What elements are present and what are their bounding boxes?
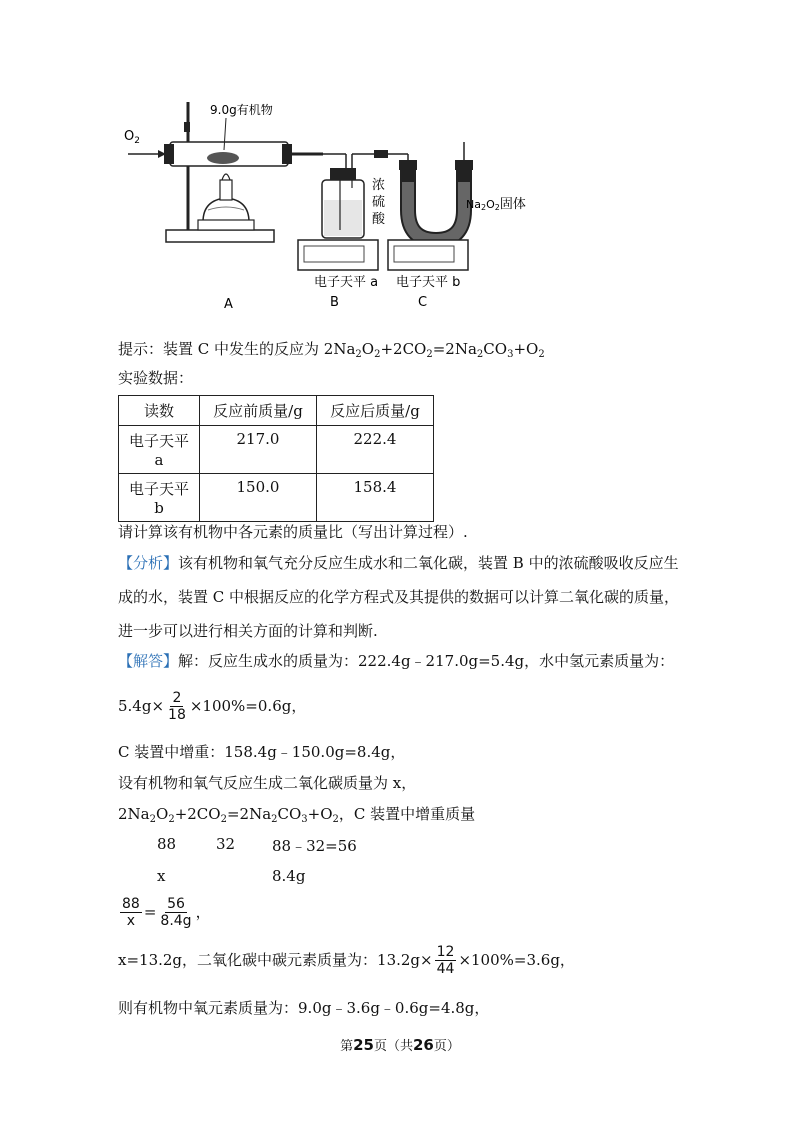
table-cell: 222.4 (317, 426, 434, 474)
acid-label-1: 浓 (372, 178, 386, 193)
table-cell: 电子天平 b (119, 474, 200, 522)
balance-a-label: 电子天平 a (314, 275, 379, 290)
page-total: 26 (413, 1036, 434, 1054)
table-header-row (119, 396, 434, 426)
hydrogen-mass-equation: 5.4g× $\frac{2}{18}$ ×100%=0.6g， (118, 690, 307, 723)
stand-base (166, 230, 274, 242)
mass-value: 88 (157, 835, 177, 853)
letter-b: B (330, 295, 339, 310)
solution-line-4: 设有机物和氧气反应生成二氧化碳质量为 x， (118, 774, 417, 792)
table-cell: 217.0 (200, 426, 317, 474)
letter-a: A (224, 297, 233, 312)
carbon-mass-equation: x=13.2g，二氧化碳中碳元素质量为：13.2g× $\frac{12}{44}$ ×100%=3.6g， (118, 944, 575, 977)
alcohol-lamp (203, 198, 249, 222)
question-text: 请计算该有机物中各元素的质量比（写出计算过程）. (118, 523, 468, 541)
organic-sample (207, 152, 239, 164)
table-header: 读数 (119, 396, 200, 426)
fraction: $\frac{56}{8.4g}$ (160, 896, 192, 929)
solution-line-3: C 装置中增重：158.4g﹣150.0g=8.4g， (118, 743, 406, 761)
acid-label-3: 酸 (372, 212, 386, 227)
data-table (118, 395, 434, 522)
table-cell: 150.0 (200, 474, 317, 522)
analysis-tag: 【分析】 (118, 554, 179, 572)
organic-label: 9.0g有机物 (210, 103, 273, 117)
ratio-equation: $\frac{88}{x}$ = $\frac{56}{8.4g}$ ， (122, 896, 211, 929)
apparatus-diagram (118, 92, 538, 314)
hint-line: 提示：装置 C 中发生的反应为 $2Na_2O_2+2CO_2=2Na_2CO_3+O_2$ (118, 340, 545, 360)
table-row (119, 474, 434, 522)
page-footer: 第25页（共26页） (340, 1036, 460, 1054)
letter-c: C (418, 295, 428, 310)
mass-value: 88﹣32=56 (272, 837, 357, 855)
solution-tag: 【解答】 (118, 652, 179, 670)
table-cell: 158.4 (317, 474, 434, 522)
acid-label-2: 硫 (372, 195, 386, 210)
oxygen-mass-line: 则有机物中氧元素质量为：9.0g﹣3.6g﹣0.6g=4.8g， (118, 999, 490, 1017)
balance-b-label: 电子天平 b (396, 275, 461, 290)
solution-line-1: 【解答】解：反应生成水的质量为：222.4g﹣217.0g=5.4g，水中氢元素质量为： (118, 652, 675, 670)
reaction-equation: $2Na_2O_2+2CO_2=2Na_2CO_3+O_2$，C 装置中增重质量 (118, 805, 476, 825)
table-header: 反应后质量/g (317, 396, 434, 426)
var-value: 8.4g (272, 867, 306, 885)
var-value: x (157, 867, 166, 885)
analysis-paragraph: 【分析】该有机物和氧气充分反应生成水和二氧化碳，装置 B 中的浓硫酸吸收反应生成的水，装置 C 中根据反应的化学方程式及其提供的数据可以计算二氧化碳的质量，进一步可以进行相关方面的计算和判断. (118, 554, 680, 640)
table-row (119, 426, 434, 474)
data-label: 实验数据： (118, 369, 194, 387)
table-cell: 电子天平 a (119, 426, 200, 474)
na2o2-label: Na2O2固体 (466, 197, 526, 212)
o2-label: $O_2$ (124, 129, 140, 146)
table-header: 反应前质量/g (200, 396, 317, 426)
page-number: 25 (353, 1036, 374, 1054)
fraction: $\frac{12}{44}$ (436, 944, 455, 977)
fraction: $\frac{2}{18}$ (168, 690, 186, 723)
mass-value: 32 (216, 835, 236, 853)
fraction: $\frac{88}{x}$ (122, 896, 140, 929)
